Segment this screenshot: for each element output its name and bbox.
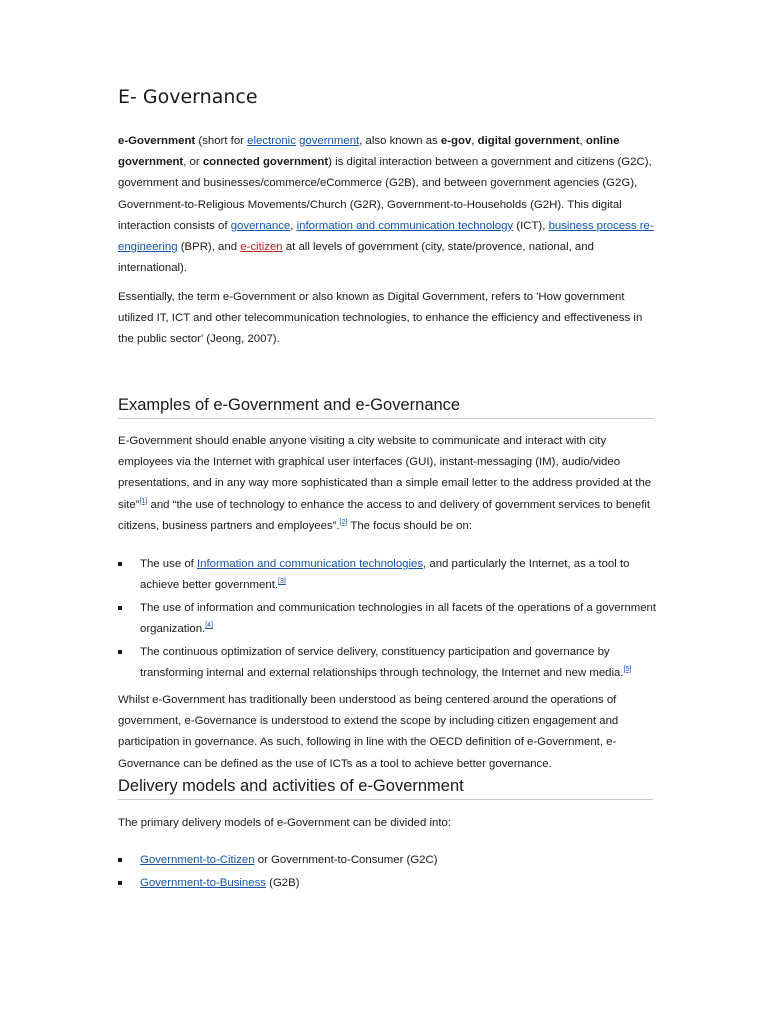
page-title: E- Governance: [118, 86, 258, 108]
bullet-icon: [118, 650, 122, 654]
intro-text: (ICT),: [513, 219, 549, 232]
list-item: [118, 642, 658, 684]
examples-text: E-Government should enable anyone visiting a city website to communicate and interact with city employees via the Internet with graphical user interfaces (GUI), instant-messaging (IM), audio/video presentations, and in any way more sophisticated than a simple email letter to the address provided at the site”: [118, 435, 652, 511]
examples-heading: Examples of e-Government and e-Governance: [118, 396, 653, 419]
ref-3-link[interactable]: [3]: [278, 578, 286, 586]
link-governance[interactable]: governance: [230, 219, 291, 232]
intro-paragraph: [118, 131, 654, 279]
list-item: [118, 554, 658, 596]
examples-text: The focus should be on:: [347, 519, 472, 532]
link-ict-plural[interactable]: Information and communication technologies: [197, 558, 424, 570]
link-ict[interactable]: information and communication technology: [296, 219, 514, 232]
bullet-icon: [118, 881, 122, 885]
link-g2b[interactable]: Government-to-Business: [140, 876, 266, 889]
intro-text: at all levels of government (city, state/provence, national, and international).: [118, 241, 594, 275]
bullet-icon: [118, 606, 122, 610]
link-bpr[interactable]: business process re-engineering: [118, 219, 654, 254]
intro-text: ,: [471, 135, 478, 147]
term-online-government: online government: [118, 135, 620, 169]
list-item: [118, 598, 658, 640]
link-e-citizen[interactable]: e-citizen: [240, 241, 283, 254]
ref-4-link[interactable]: [4]: [205, 622, 214, 629]
ref-1-link[interactable]: [1]: [139, 497, 148, 505]
delivery-heading: Delivery models and activities of e-Government: [118, 777, 653, 800]
essentially-paragraph: Essentially, the term e-Government or also known as Digital Government, refers to 'How government utilized IT, ICT and other telecommunication technologies, to enhance the efficiency and effectiveness in the public sector' (Jeong, 2007).: [118, 291, 643, 346]
delivery-intro: The primary delivery models of e-Government can be divided into:: [118, 817, 452, 829]
examples-paragraph: [118, 431, 654, 537]
link-electronic[interactable]: electronic: [247, 135, 296, 147]
term-digital-government: digital government: [477, 135, 580, 147]
intro-text: (short for: [195, 135, 248, 147]
list-item: [118, 873, 658, 894]
intro-text: (BPR), and: [177, 241, 241, 254]
link-g2c[interactable]: Government-to-Citizen: [140, 854, 255, 866]
intro-text: , or: [183, 156, 203, 169]
intro-text: ) is digital interaction between a government and citizens (G2C), government and businesses/commerce/eCommerce (G2B), and between government agencies (G2G), Government-to-Religious Movements/Church (G2R), Government-to-Households (G2H). This digital interaction consists of: [118, 156, 652, 232]
list-item-text: The continuous optimization of service delivery, constituency participation and governance by transforming internal and external relationships through technology, the Internet and new media.: [140, 645, 624, 679]
term-egov: e-gov: [440, 135, 472, 147]
whilst-paragraph: Whilst e-Government has traditionally been understood as being centered around the operations of government, e-Governance is understood to extend the scope by including citizen engagement and participation in governance. As such, following in line with the OECD definition of e-Government, e-Governance can be defined as the use of ICTs as a tool to achieve better governance.: [118, 694, 619, 770]
list-item-text: (G2B): [265, 876, 300, 889]
focus-list: [118, 554, 658, 685]
list-item-text: or Government-to-Consumer (G2C): [254, 854, 438, 866]
list-item-text: , and particularly the Internet, as a tool to achieve better government.: [140, 558, 630, 592]
bullet-icon: [118, 858, 122, 862]
intro-text: , also known as: [359, 135, 441, 147]
term-connected-government: connected government: [202, 156, 329, 169]
list-item-text: The use of information and communication technologies in all facets of the operations of a government organization.: [140, 601, 657, 635]
ref-5-link[interactable]: [5]: [623, 665, 632, 673]
examples-text: and “the use of technology to enhance the access to and delivery of government services to benefit citizens, business partners and employees”.: [118, 498, 651, 532]
term-egovernment: e-Government: [118, 135, 196, 147]
list-item: [118, 850, 658, 871]
link-government[interactable]: government: [299, 135, 360, 147]
list-item-text: The use of: [140, 558, 197, 570]
bullet-icon: [118, 562, 122, 566]
delivery-list: [118, 850, 658, 895]
intro-text: ,: [579, 135, 586, 147]
intro-text: ,: [290, 219, 297, 232]
ref-2-link[interactable]: [2]: [339, 518, 348, 526]
